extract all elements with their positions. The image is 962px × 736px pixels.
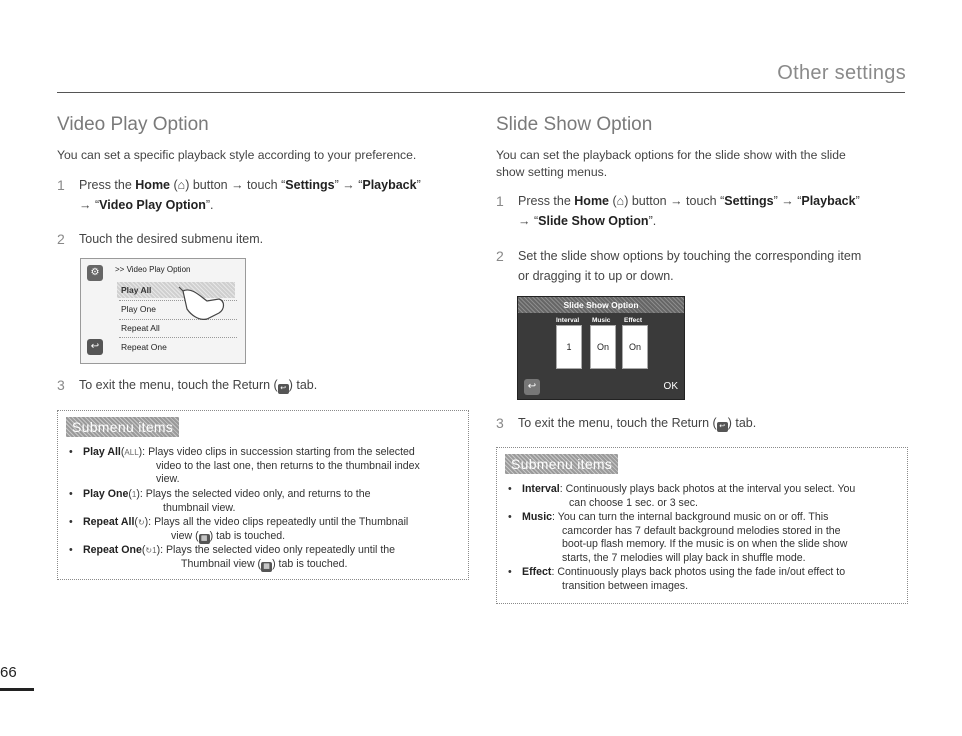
return-icon[interactable]: ↩: [87, 339, 103, 355]
video-play-option-screen: [80, 258, 246, 364]
thumbnail-view-icon: ▦: [261, 562, 272, 572]
section-header-title: Other settings: [777, 62, 906, 84]
slide-show-screen-title: Slide Show Option: [518, 297, 684, 313]
submenu-item-play-all: • Play All(ALL): Plays video clips in succession starting from the selected video to the last one, then returns to the thumbnail index view.: [69, 446, 420, 485]
interval-selector[interactable]: 1: [556, 325, 582, 369]
music-selector[interactable]: On: [590, 325, 616, 369]
play-one-icon: 1: [131, 490, 137, 499]
play-all-icon: ALL: [124, 448, 139, 457]
submenu-item-effect: • Effect: Continuously plays back photos using the fade in/out effect to transition between images.: [508, 566, 846, 592]
submenu-item-repeat-all: • Repeat All(↻): Plays all the video clips repeatedly until the Thumbnail view ( ▦ ) tab is touched.: [69, 516, 409, 542]
home-icon: ⌂: [177, 178, 186, 192]
return-tab-icon: ↩: [278, 384, 289, 394]
effect-label: Effect: [624, 317, 643, 324]
right-submenu-box: [496, 447, 908, 604]
header-divider: [57, 92, 905, 93]
submenu-item-interval: • Interval: Continuously plays back photos at the interval you select. You can choose 1 sec. or 3 sec.: [508, 483, 856, 509]
left-submenu-box: [57, 410, 469, 580]
submenu-heading: Submenu items: [505, 454, 618, 474]
return-tab-icon: ↩: [717, 422, 728, 432]
slide-show-option-screen: [517, 296, 685, 400]
right-step-3: 3 To exit the menu, touch the Return ( ↩ ) tab.: [496, 415, 757, 431]
screen-title: >> Video Play Option: [115, 265, 191, 274]
music-label: Music: [592, 317, 611, 324]
repeat-all-icon: ↻: [137, 518, 145, 527]
submenu-heading: Submenu items: [66, 417, 179, 437]
repeat-one-icon: ↻1: [145, 546, 157, 555]
right-step-2: 2 Set the slide show options by touching the corresponding item or dragging it to up or down.: [496, 248, 862, 283]
home-icon: ⌂: [616, 194, 625, 208]
right-step-1: 1 Press the Home (⌂) button → touch “Settings” → “Playback” → “Slide Show Option”.: [496, 193, 860, 228]
left-step-2: 2 Touch the desired submenu item.: [57, 231, 264, 247]
video-play-intro: You can set a specific playback style according to your preference.: [57, 148, 417, 162]
submenu-item-music: • Music: You can turn the internal background music on or off. This camcorder has 7 default background melodies stored in the boot-up flash memory. If the music is on when the slide show starts, the 7 melodies will play back in shuffle mode.: [508, 511, 848, 564]
menu-item-play-one[interactable]: Play One: [121, 304, 156, 314]
ok-button[interactable]: OK: [663, 381, 678, 392]
slide-show-intro: You can set the playback options for the slide show with the slide show setting menus.: [496, 148, 846, 179]
menu-item-repeat-one[interactable]: Repeat One: [121, 342, 167, 352]
video-play-option-title: Video Play Option: [57, 114, 209, 135]
left-step-1: 1 Press the Home (⌂) button → touch “Settings” → “Playback” → “Video Play Option”.: [57, 177, 421, 212]
return-icon[interactable]: ↩: [524, 379, 540, 395]
interval-label: Interval: [556, 317, 580, 324]
submenu-item-repeat-one: • Repeat One(↻1): Plays the selected video only repeatedly until the Thumbnail view ( ▦ ) tab is touched.: [69, 544, 396, 570]
settings-icon: ⚙: [87, 265, 103, 281]
slide-show-option-title: Slide Show Option: [496, 114, 653, 135]
page-number-bar: [0, 688, 34, 691]
thumbnail-view-icon: ▦: [199, 534, 210, 544]
menu-item-repeat-all[interactable]: Repeat All: [121, 323, 160, 333]
page-number: 66: [0, 664, 17, 681]
submenu-item-play-one: • Play One(1): Plays the selected video only, and returns to the thumbnail view.: [69, 488, 371, 514]
effect-selector[interactable]: On: [622, 325, 648, 369]
menu-item-play-all[interactable]: Play All: [121, 285, 152, 295]
left-step-3: 3 To exit the menu, touch the Return ( ↩ ) tab.: [57, 377, 318, 393]
touch-hand-icon: [177, 285, 227, 325]
